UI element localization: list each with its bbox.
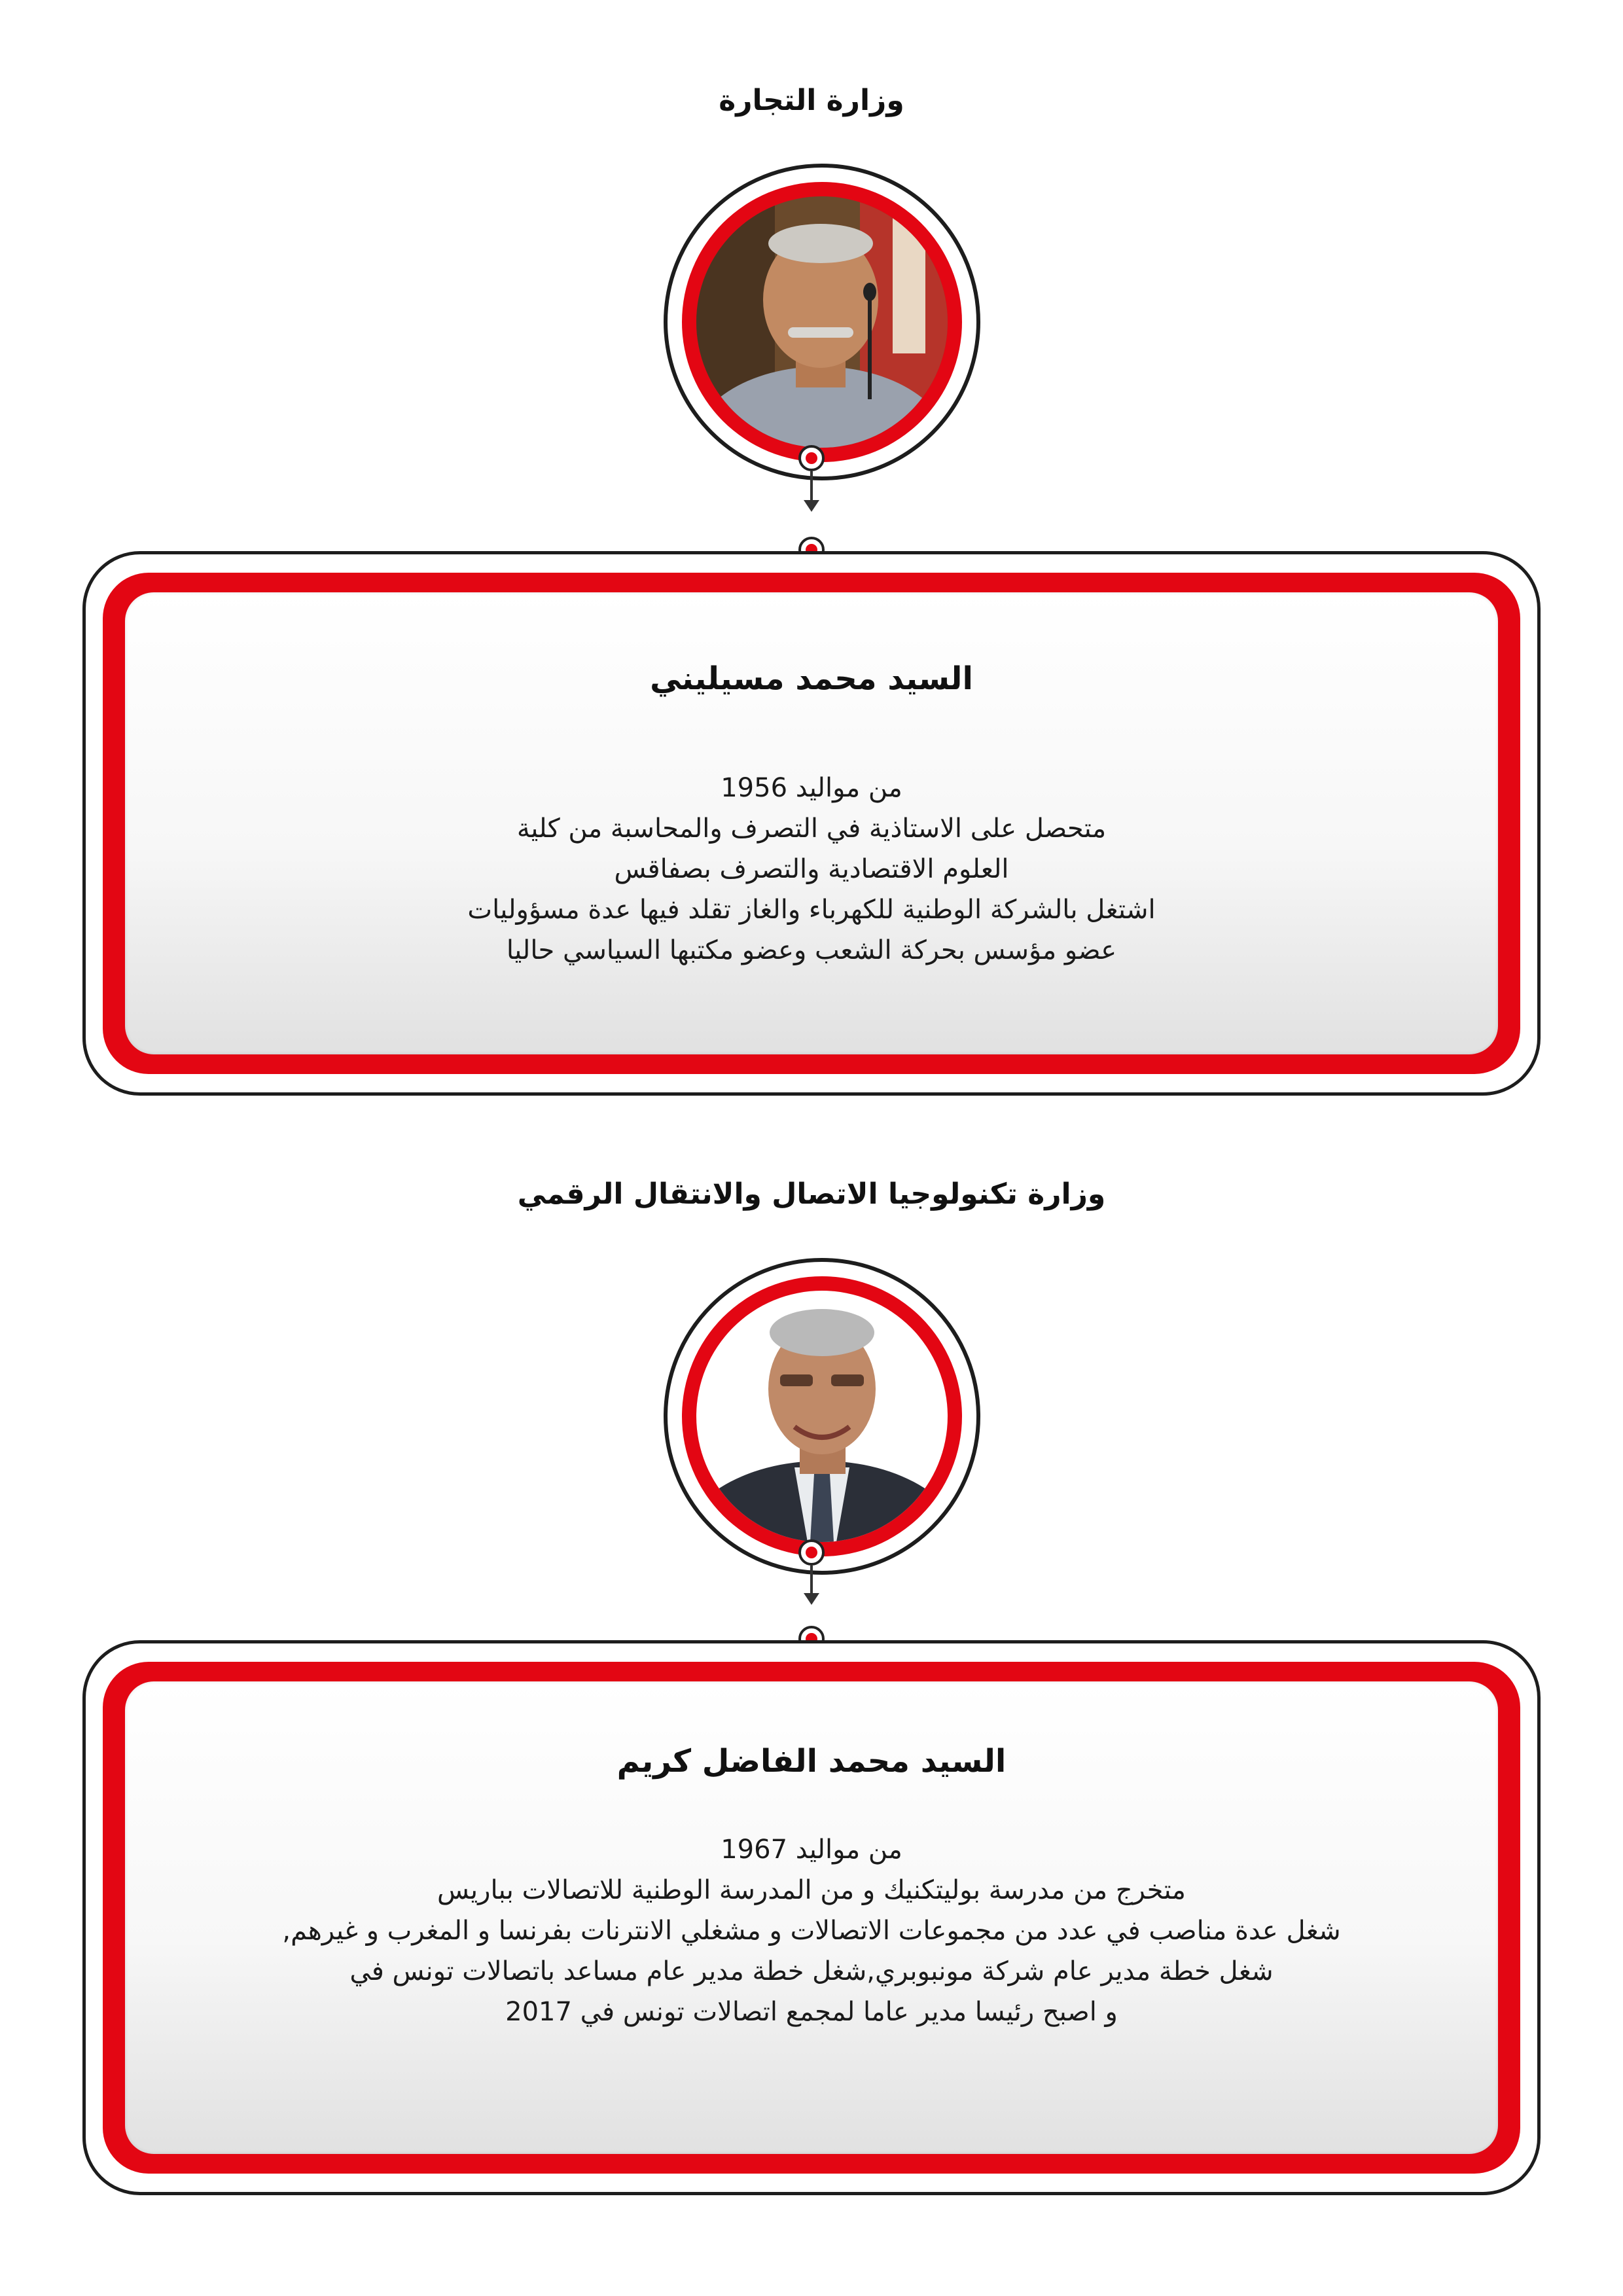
portrait-red-ring [682, 1276, 962, 1556]
bio-line: و اصبح رئيسا مدير عاما لمجمع اتصالات تونس في 2017 [505, 1997, 1118, 2027]
bio-line: شغل خطة مدير عام شركة مونبوبري,شغل خطة مدير عام مساعد باتصالات تونس في [349, 1956, 1274, 1986]
bio-text [151, 1829, 1472, 2032]
connector-dot-top [798, 445, 825, 471]
profile-card [82, 551, 1541, 1096]
bio-line: متخرج من مدرسة بوليتكنيك و من المدرسة الوطنية للاتصالات بباريس [437, 1875, 1186, 1905]
portrait-frame [664, 164, 980, 480]
card-red-frame [103, 573, 1520, 1074]
bio-text [151, 768, 1472, 971]
ministry-title: وزارة التجارة [719, 84, 904, 117]
card-red-frame [103, 1662, 1520, 2174]
connector-line [810, 1566, 813, 1594]
bio-line: العلوم الاقتصادية والتصرف بصفاقس [614, 854, 1009, 884]
connector-arrow-icon [804, 500, 819, 512]
card-body [125, 1681, 1498, 2154]
portrait-red-ring [682, 182, 962, 462]
portrait-frame [664, 1258, 980, 1575]
bio-line: من مواليد 1956 [721, 773, 902, 803]
profile-card [82, 1640, 1541, 2195]
bio-line: اشتغل بالشركة الوطنية للكهرباء والغاز تقلد فيها عدة مسؤوليات [467, 895, 1156, 925]
person-name: السيد محمد الفاضل كريم [616, 1743, 1007, 1780]
ministry-title: وزارة تكنولوجيا الاتصال والانتقال الرقمي [517, 1177, 1106, 1211]
connector-arrow-icon [804, 1593, 819, 1605]
portrait-photo [696, 1291, 948, 1542]
bio-line: عضو مؤسس بحركة الشعب وعضو مكتبها السياسي حاليا [506, 935, 1117, 965]
person-name: السيد محمد مسيليني [650, 660, 973, 697]
bio-line: شغل عدة مناصب في عدد من مجموعات الاتصالات و مشغلي الانترنات بفرنسا و المغرب و غيرهم, [282, 1916, 1341, 1946]
connector-line [810, 471, 813, 501]
connector-dot-top [798, 1539, 825, 1566]
bio-line: من مواليد 1967 [721, 1835, 902, 1865]
portrait-photo [696, 196, 948, 448]
card-body [125, 592, 1498, 1054]
bio-line: متحصل على الاستاذية في التصرف والمحاسبة من كلية [516, 814, 1107, 844]
